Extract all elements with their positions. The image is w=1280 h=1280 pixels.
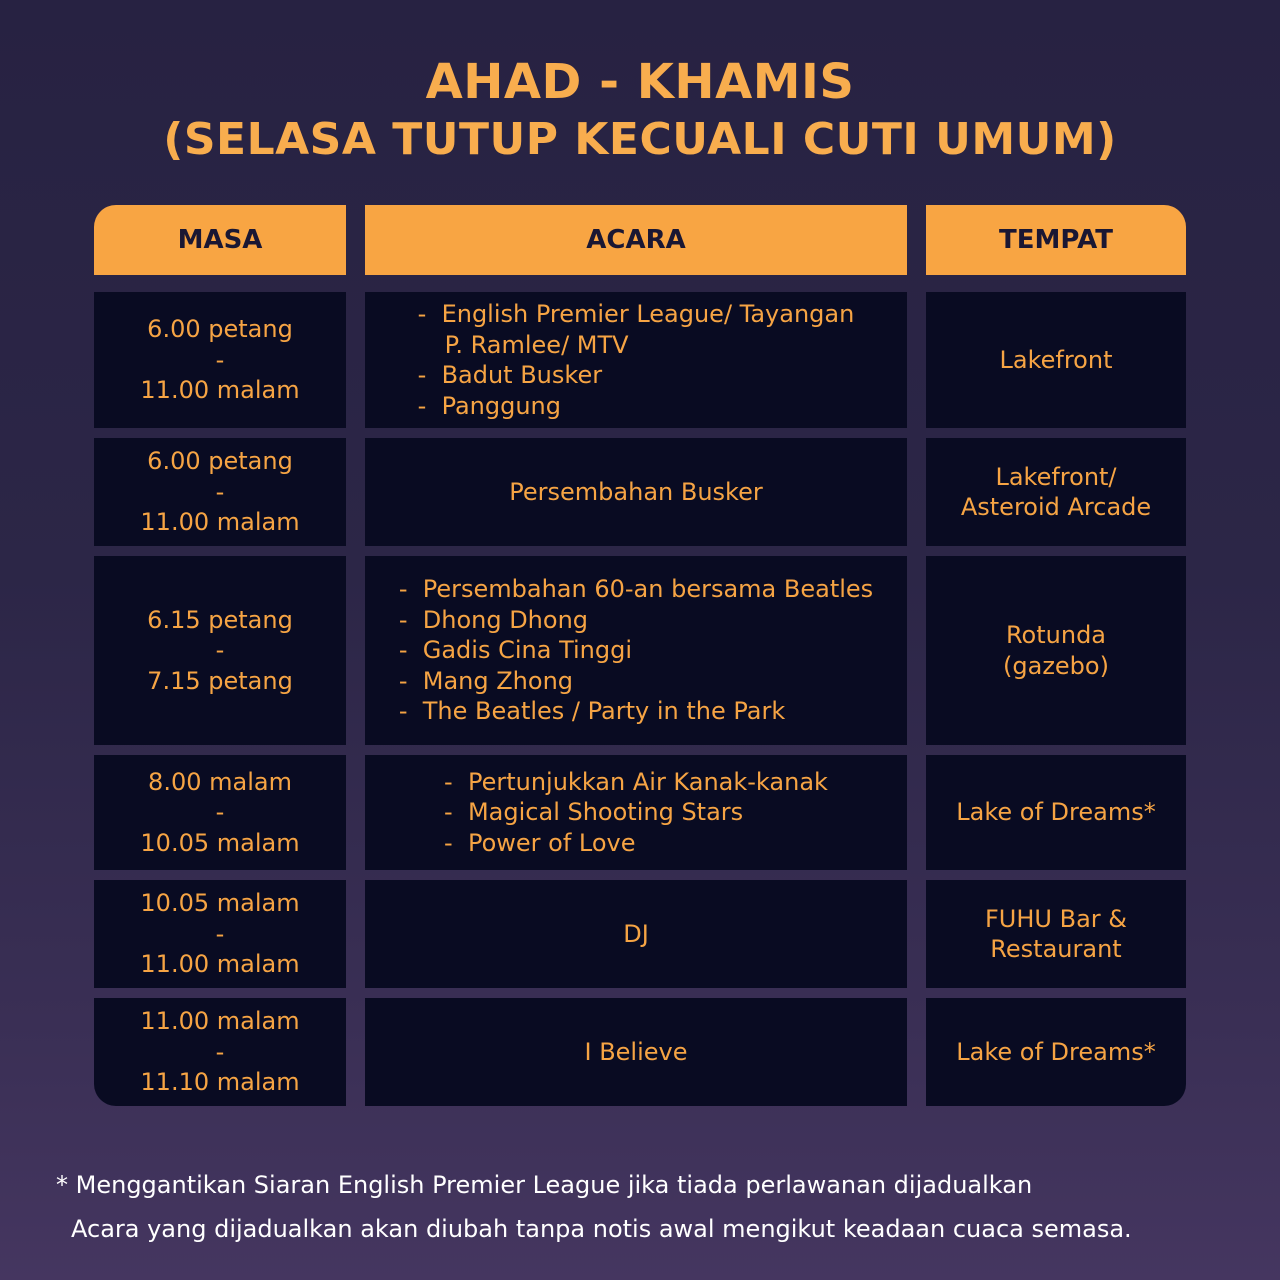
time-separator: -: [215, 477, 225, 506]
event-item: - Badut Busker: [418, 360, 855, 391]
time-end: 7.15 petang: [147, 666, 293, 695]
time-end: 11.00 malam: [140, 376, 300, 405]
place-cell: [926, 438, 1186, 546]
header-tempat: TEMPAT: [926, 205, 1186, 275]
event-list: [444, 767, 828, 859]
footnote-epl: * Menggantikan Siaran English Premier League jika tiada perlawanan dijadualkan: [56, 1171, 1033, 1199]
time-separator: -: [215, 1037, 225, 1066]
event-item: - Pertunjukkan Air Kanak-kanak: [444, 767, 828, 798]
place-name: Lake of Dreams*: [956, 1037, 1156, 1066]
time-cell: [94, 755, 346, 870]
time-start: 8.00 malam: [148, 767, 292, 796]
event-cell: [365, 755, 907, 870]
time-separator: -: [215, 636, 225, 665]
time-cell: [94, 292, 346, 428]
time-start: 6.00 petang: [147, 315, 293, 344]
time-start: 10.05 malam: [140, 889, 300, 918]
place-name: FUHU Bar &: [985, 904, 1127, 933]
event-item: - Persembahan 60-an bersama Beatles: [399, 574, 873, 605]
time-start: 6.15 petang: [147, 605, 293, 634]
event-cell: [365, 292, 907, 428]
event-cell: [365, 880, 907, 988]
place-name: (gazebo): [1003, 651, 1109, 680]
place-name: Restaurant: [990, 935, 1122, 963]
time-end: 10.05 malam: [140, 828, 300, 857]
place-cell: [926, 556, 1186, 745]
time-start: 11.00 malam: [140, 1007, 300, 1036]
time-separator: -: [215, 345, 225, 374]
place-cell: [926, 880, 1186, 988]
event-item-continued: P. Ramlee/ MTV: [444, 330, 629, 359]
place-cell: [926, 998, 1186, 1106]
time-end: 11.10 malam: [140, 1068, 300, 1097]
time-end: 11.00 malam: [140, 508, 300, 537]
place-name: Lakefront/: [995, 462, 1117, 491]
time-cell: [94, 998, 346, 1106]
event-cell: [365, 438, 907, 546]
time-end: 11.00 malam: [140, 950, 300, 979]
place-name: Rotunda: [1005, 621, 1107, 649]
event-item: - Panggung: [418, 391, 855, 422]
footnote-weather: Acara yang dijadualkan akan diubah tanpa notis awal mengikut keadaan cuaca semasa.: [71, 1215, 1132, 1243]
schedule-subtitle: (SELASA TUTUP KECUALI CUTI UMUM): [163, 114, 1117, 165]
place-cell: [926, 292, 1186, 428]
event-item: - The Beatles / Party in the Park: [399, 696, 873, 727]
time-separator: -: [215, 798, 225, 827]
header-acara: ACARA: [365, 205, 907, 275]
place-name: Lakefront: [999, 345, 1113, 374]
event-item: - Magical Shooting Stars: [444, 797, 828, 828]
event-cell: [365, 998, 907, 1106]
time-start: 6.00 petang: [147, 447, 293, 476]
event-item: - English Premier League/ Tayangan: [418, 299, 855, 330]
event-item: - Power of Love: [444, 828, 828, 859]
event-list: [418, 299, 855, 421]
event-list: [399, 574, 873, 727]
time-cell: [94, 438, 346, 546]
event-cell: [365, 556, 907, 745]
header-masa: MASA: [94, 205, 346, 275]
schedule-title: AHAD - KHAMIS: [425, 54, 855, 110]
time-cell: [94, 556, 346, 745]
time-separator: -: [215, 919, 225, 948]
event-name: Persembahan Busker: [509, 477, 763, 506]
event-name: DJ: [623, 919, 649, 948]
place-name: Asteroid Arcade: [960, 493, 1152, 521]
event-item: - Mang Zhong: [399, 666, 873, 697]
place-name: Lake of Dreams*: [956, 798, 1156, 827]
event-item: - Dhong Dhong: [399, 605, 873, 636]
place-cell: [926, 755, 1186, 870]
time-cell: [94, 880, 346, 988]
event-item: - Gadis Cina Tinggi: [399, 635, 873, 666]
event-name: I Believe: [584, 1037, 688, 1066]
